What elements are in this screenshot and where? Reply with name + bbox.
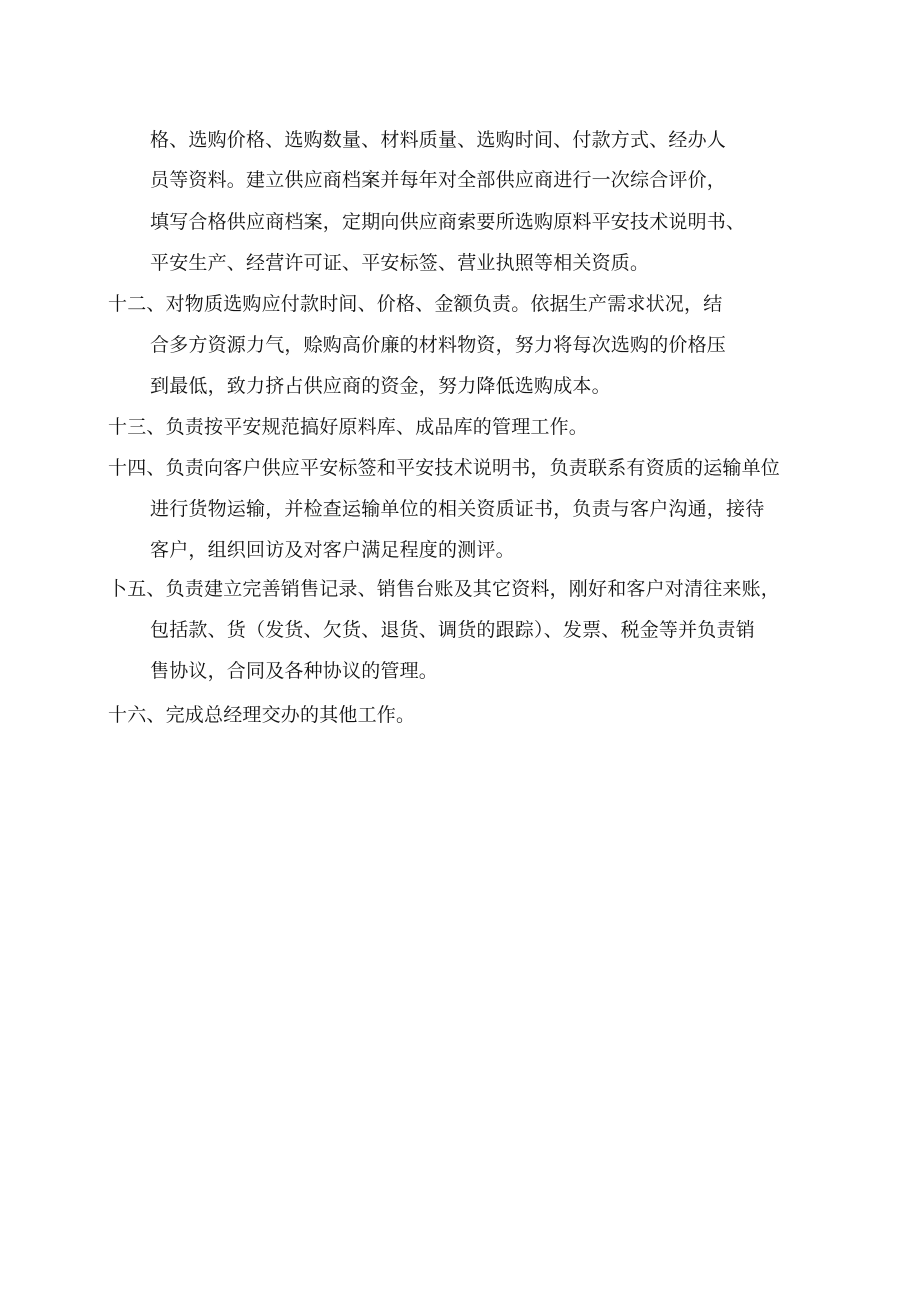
list-item-15: 卜五、负责建立完善销售记录、销售台账及其它资料，刚好和客户对清往来账， [108,578,781,600]
list-item-14: 十四、负责向客户供应平安标签和平安技术说明书，负责联系有资质的运输单位 [108,457,781,479]
text-line: 填写合格供应商档案，定期向供应商索要所选购原料平安技术说明书、 [150,211,746,233]
list-item-12: 十二、对物质选购应付款时间、价格、金额负责。依据生产需求状况，结 [108,293,723,315]
text-line: 到最低，致力挤占供应商的资金，努力降低选购成本。 [150,375,611,397]
text-line: 员等资料。建立供应商档案并每年对全部供应商进行一次综合评价， [150,169,727,191]
text-line: 平安生产、经营许可证、平安标签、营业执照等相关资质。 [150,252,650,274]
text-line: 格、选购价格、选购数量、材料质量、选购时间、付款方式、经办人 [150,129,727,151]
text-line: 客户，组织回访及对客户满足程度的测评。 [150,539,515,561]
list-item-16: 十六、完成总经理交办的其他工作。 [108,704,416,726]
list-item-13: 十三、负责按平安规范搞好原料库、成品库的管理工作。 [108,416,589,438]
text-line: 合多方资源力气，赊购高价廉的材料物资，努力将每次选购的价格压 [150,334,727,356]
text-line: 进行货物运输，并检查运输单位的相关资质证书，负责与客户沟通，接待 [150,498,765,520]
text-line: 售协议，合同及各种协议的管理。 [150,660,439,682]
text-line: 包括款、货（发货、欠货、退货、调货的跟踪）、发票、税金等并负责销 [150,619,755,641]
